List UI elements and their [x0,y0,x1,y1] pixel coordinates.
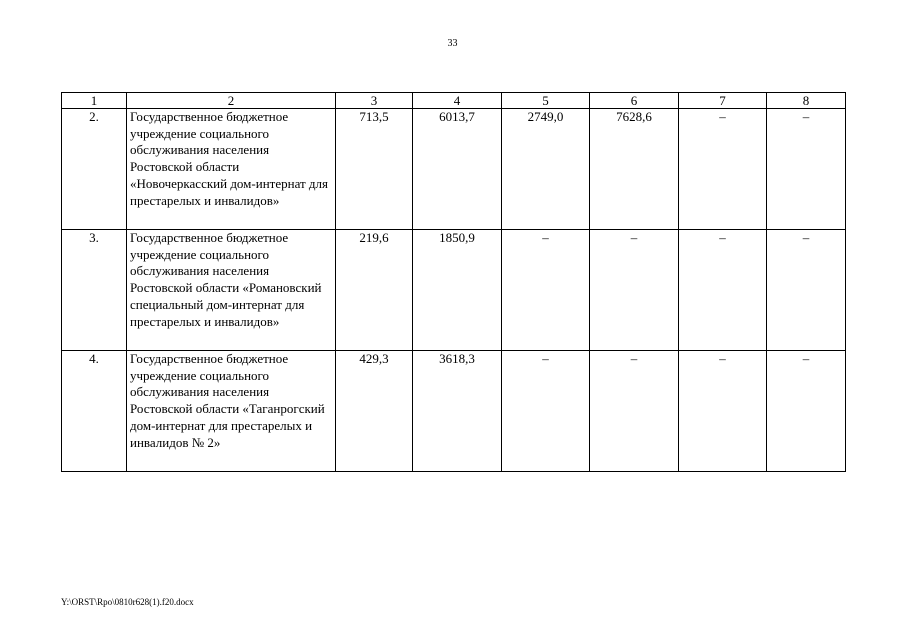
row-number: 3. [62,230,127,351]
institution-name: Государственное бюджетное учреждение социального обслуживания населения Ростовской области «Новочеркасский дом-интернат для престарелых и инвалидов» [127,109,336,230]
cell-col-3: 429,3 [336,351,413,472]
institution-name: Государственное бюджетное учреждение социального обслуживания населения Ростовской области «Таганрогский дом-интернат для престарелых и инвалидов № 2» [127,351,336,472]
column-header-5: 5 [502,93,590,109]
column-header-8: 8 [767,93,846,109]
cell-col-3: 219,6 [336,230,413,351]
data-table [61,92,846,472]
cell-col-4: 1850,9 [413,230,502,351]
column-header-6: 6 [590,93,679,109]
table-row [62,109,846,230]
column-header-7: 7 [679,93,767,109]
column-header-1: 1 [62,93,127,109]
footer-file-path: Y:\ORST\Rpo\0810r628(1).f20.docx [61,597,194,607]
column-header-3: 3 [336,93,413,109]
cell-col-5: – [502,351,590,472]
cell-col-3: 713,5 [336,109,413,230]
cell-col-6: – [590,230,679,351]
cell-col-6: – [590,351,679,472]
page-number: 33 [447,38,458,49]
column-header-4: 4 [413,93,502,109]
cell-col-5: 2749,0 [502,109,590,230]
table-row [62,230,846,351]
cell-col-7: – [679,351,767,472]
institution-name: Государственное бюджетное учреждение социального обслуживания населения Ростовской области «Романовский специальный дом-интернат для престарелых и инвалидов» [127,230,336,351]
column-header-2: 2 [127,93,336,109]
table-header-row [62,93,846,109]
cell-col-5: – [502,230,590,351]
table-row [62,351,846,472]
cell-col-4: 6013,7 [413,109,502,230]
cell-col-8: – [767,230,846,351]
row-number: 2. [62,109,127,230]
cell-col-8: – [767,109,846,230]
row-number: 4. [62,351,127,472]
cell-col-8: – [767,351,846,472]
cell-col-6: 7628,6 [590,109,679,230]
cell-col-7: – [679,230,767,351]
cell-col-7: – [679,109,767,230]
cell-col-4: 3618,3 [413,351,502,472]
